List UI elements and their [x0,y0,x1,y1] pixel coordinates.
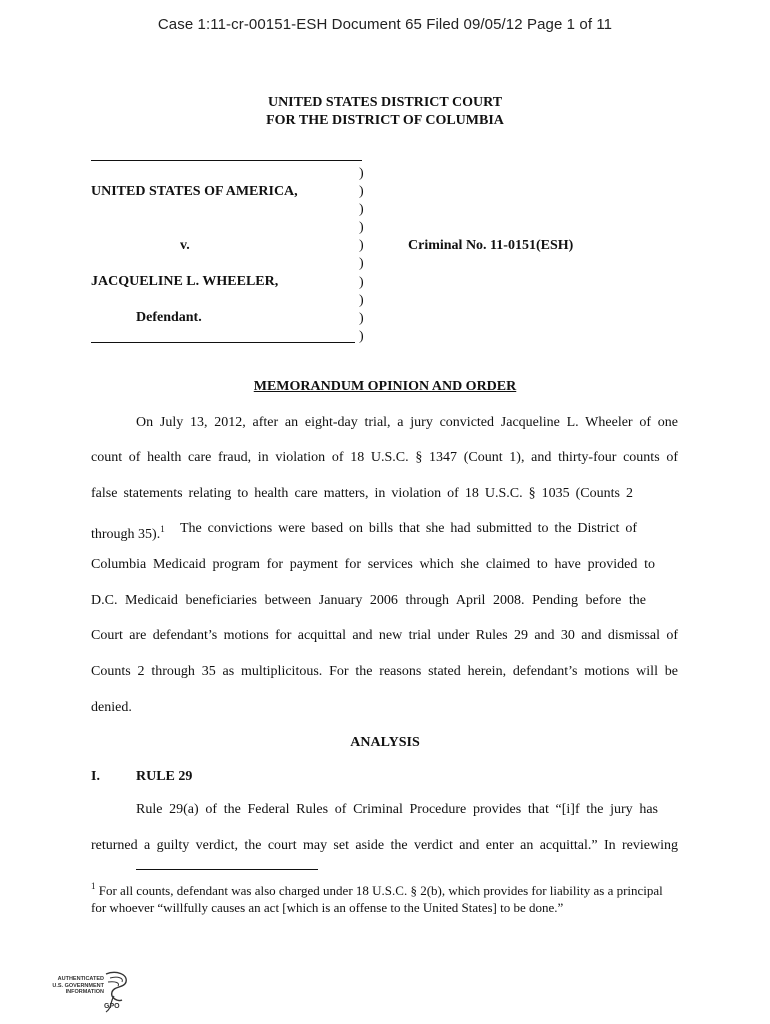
intro-line-with-footnote [91,520,165,544]
intro-line: Court are defendant’s motions for acquittal and new trial under Rules 29 and 30 and dismissal of [91,628,678,643]
caption-paren: ) [359,292,364,308]
footnote-number: 1 [91,881,96,891]
footnote-marker: 1 [160,524,165,534]
intro-line: Columbia Medicaid program for payment for services which she claimed to have provided to [91,557,655,572]
intro-line: The convictions were based on bills that she had submitted to the District of [180,521,637,536]
rule29-line: returned a guilty verdict, the court may set aside the verdict and enter an acquittal.” In reviewing [91,838,678,853]
caption-paren: ) [359,274,364,290]
gpo-eagle-icon [102,970,132,1014]
gpo-authentication-seal [42,970,132,1018]
case-number: Criminal No. 11-0151(ESH) [408,238,574,253]
section-number: I. [91,769,100,784]
intro-line: count of health care fraud, in violation of 18 U.S.C. § 1347 (Count 1), and thirty-four counts of [91,450,678,465]
caption-bottom-rule [91,342,355,343]
intro-line: On July 13, 2012, after an eight-day trial, a jury convicted Jacqueline L. Wheeler of one [136,415,678,430]
caption-paren: ) [359,328,364,344]
caption-paren: ) [359,184,364,200]
intro-line: false statements relating to health care matters, in violation of 18 U.S.C. § 1035 (Counts 2 [91,486,633,501]
court-name: UNITED STATES DISTRICT COURT [267,95,503,110]
caption-defendant-role: Defendant. [136,310,202,325]
caption-paren: ) [359,310,364,326]
caption-paren: ) [359,220,364,236]
intro-line: Counts 2 through 35 as multiplicitous. For the reasons stated herein, defendant’s motions will be [91,664,678,679]
caption-paren-column [359,165,369,346]
intro-line: denied. [91,700,132,715]
footnote [91,878,678,916]
gpo-seal-line: INFORMATION [65,989,104,996]
section-title: RULE 29 [136,769,193,784]
caption-defendant: JACQUELINE L. WHEELER, [91,274,279,289]
rule29-line: Rule 29(a) of the Federal Rules of Criminal Procedure provides that “[i]f the jury has [136,802,658,817]
footnote-separator [136,869,318,870]
caption-plaintiff: UNITED STATES OF AMERICA, [91,184,298,199]
gpo-seal-line: AUTHENTICATED [57,976,104,982]
caption-top-rule [91,160,362,161]
caption-versus: v. [180,238,190,253]
caption-paren: ) [359,166,364,181]
gpo-seal-line: U.S. GOVERNMENT [52,982,104,989]
intro-line: D.C. Medicaid beneficiaries between January 2006 through April 2008. Pending before the [91,593,646,608]
caption-paren: ) [359,238,364,254]
footnote-text: For all counts, defendant was also charged under 18 U.S.C. § 2(b), which provides for liability as a principal for whoever “willfully causes an act [which is an offense to the United States] to be done.” [91,883,663,915]
caption-paren: ) [359,256,364,272]
document-title: MEMORANDUM OPINION AND ORDER [253,379,517,394]
gpo-mark-text: GPO [104,1003,120,1010]
intro-line: through 35). [91,527,161,542]
analysis-heading: ANALYSIS [350,735,420,750]
caption-paren: ) [359,202,364,218]
case-header-stamp: Case 1:11-cr-00151-ESH Document 65 Filed 09/05/12 Page 1 of 11 [157,16,613,33]
court-district: FOR THE DISTRICT OF COLUMBIA [266,113,504,128]
gpo-seal-text [42,976,104,996]
